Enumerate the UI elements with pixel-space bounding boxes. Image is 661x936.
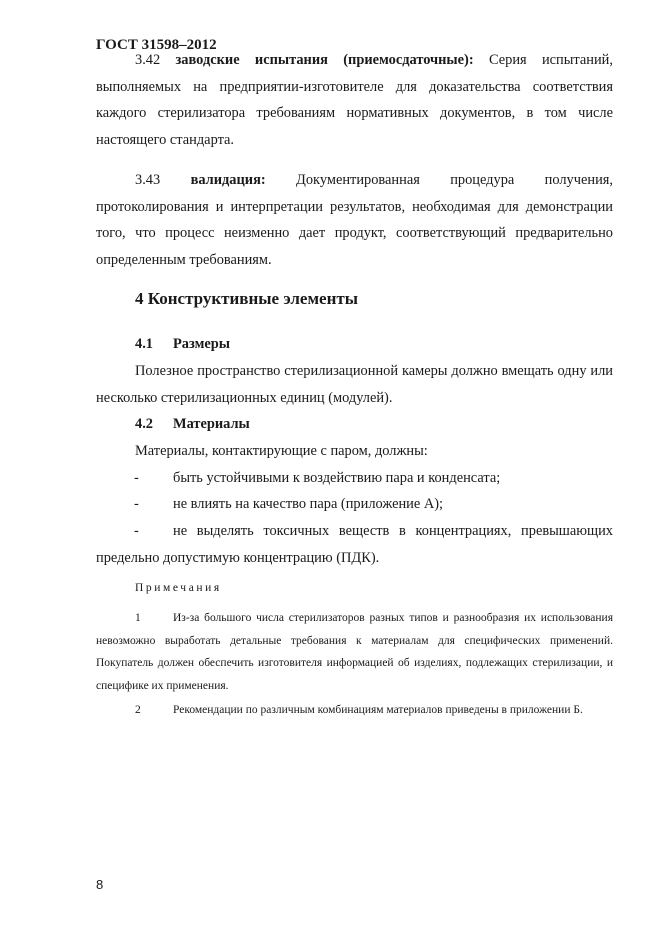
term: заводские испытания (приемосдаточные):	[175, 52, 474, 68]
clause-number: 3.42	[135, 52, 161, 68]
notes-title: Примечания	[135, 582, 222, 594]
definition: Серия испытаний, выполняемых на предприятии-изготовителе для доказательства соответствия каждого стерилизатора требованиям нормативных документов, в том числе настоящего стандарта.	[96, 52, 613, 149]
list-dash: -	[134, 523, 139, 539]
list-dash: -	[134, 470, 139, 486]
note-2	[96, 699, 613, 722]
list-item-text: не влиять на качество пара (приложение А);	[173, 496, 444, 512]
note-text: Рекомендации по различным комбинациям материалов приведены в приложении Б.	[173, 704, 583, 716]
definition: Документированная процедура получения, протоколирования и интерпретации результатов, необходимая для демонстрации того, что процесс неизменно дает продукт, соответствующий предварительно определенным требованиям.	[96, 172, 613, 269]
note-1	[96, 607, 613, 698]
page-number: 8	[96, 877, 104, 892]
clause-number: 3.43	[135, 172, 161, 188]
paragraph-4-2-intro: Материалы, контактирующие с паром, должны:	[135, 443, 428, 459]
subsection-heading-4-1	[135, 336, 230, 353]
clause-3-43	[96, 167, 613, 274]
subsection-title: Материалы	[173, 416, 250, 432]
note-number: 2	[135, 704, 141, 716]
list-item-continuation: предельно допустимую концентрацию (ПДК).	[96, 549, 380, 566]
document-header: ГОСТ 31598–2012	[96, 37, 217, 53]
note-text: Из-за большого числа стерилизаторов разных типов и разнообразия их использования невозможно выработать детальные требования к материалам для специфических применений. Покупатель должен обеспечить изготовителя информацией об изделиях, подлежащих стерилизации, и специфике их применения.	[96, 612, 613, 693]
list-item	[96, 491, 613, 518]
subsection-heading-4-2	[135, 416, 250, 433]
paragraph-4-1: Полезное пространство стерилизационной камеры должно вмещать одну или несколько стерилизационных единиц (модулей).	[96, 363, 613, 406]
list-item	[96, 518, 613, 571]
note-number: 1	[135, 612, 141, 624]
section-heading: 4 Конструктивные элементы	[135, 289, 359, 308]
clause-3-42	[96, 47, 613, 154]
list-item-text: не выделять токсичных веществ в концентрациях, превышающих	[173, 523, 613, 539]
list-dash: -	[134, 496, 139, 512]
subsection-number: 4.2	[135, 416, 153, 432]
list-item	[96, 465, 613, 492]
subsection-title: Размеры	[173, 336, 230, 352]
list-item-text: быть устойчивыми к воздействию пара и конденсата;	[173, 470, 501, 486]
subsection-number: 4.1	[135, 336, 153, 352]
term: валидация:	[190, 172, 266, 188]
